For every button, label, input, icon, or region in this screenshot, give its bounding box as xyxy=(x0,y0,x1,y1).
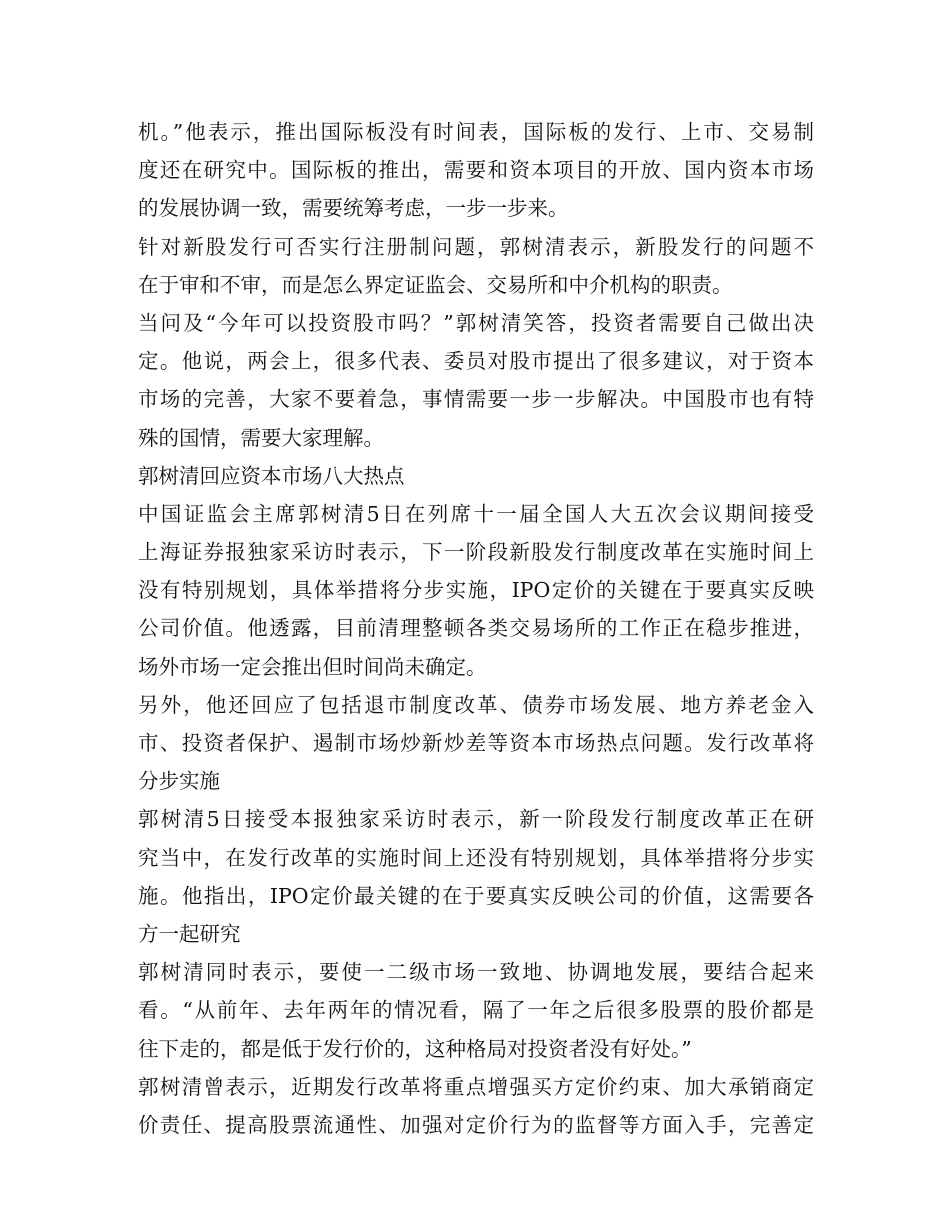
text-line: 价责任、提高股票流通性、加强对定价行为的监督等方面入手，完善定 xyxy=(138,1112,814,1137)
text-line: 度还在研究中。国际板的推出，需要和资本项目的开放、国内资本市场 xyxy=(138,158,814,183)
text-line: 施。他指出，IPO定价最关键的在于要真实反映公司的价值，这需要各 xyxy=(138,883,814,908)
text-line: 究当中，在发行改革的实施时间上还没有特别规划，具体举措将分步实 xyxy=(138,845,814,870)
text-line: 往下走的，都是低于发行价的，这种格局对投资者没有好处。” xyxy=(138,1036,692,1061)
text-line: 当问及“今年可以投资股市吗？”郭树清笑答，投资者需要自己做出决 xyxy=(138,310,814,335)
text-line: 公司价值。他透露，目前清理整顿各类交易场所的工作正在稳步推进， xyxy=(138,616,814,641)
text-line: 在于审和不审，而是怎么界定证监会、交易所和中介机构的职责。 xyxy=(138,272,733,297)
section-heading: 郭树清回应资本市场八大热点 xyxy=(138,463,405,488)
text-line: 看。“从前年、去年两年的情况看，隔了一年之后很多股票的股价都是 xyxy=(138,998,814,1023)
text-line: 场外市场一定会推出但时间尚未确定。 xyxy=(138,654,487,679)
text-line: 市场的完善，大家不要着急，事情需要一步一步解决。中国股市也有特 xyxy=(138,387,814,412)
text-line: 机。”他表示，推出国际板没有时间表，国际板的发行、上市、交易制 xyxy=(138,120,814,144)
text-line: 殊的国情，需要大家理解。 xyxy=(138,425,384,450)
text-line: 郭树清同时表示，要使一二级市场一致地、协调地发展，要结合起来 xyxy=(138,960,814,985)
text-line: 郭树清5日接受本报独家采访时表示，新一阶段发行制度改革正在研 xyxy=(138,807,814,832)
text-line: 上海证券报独家采访时表示，下一阶段新股发行制度改革在实施时间上 xyxy=(138,540,814,565)
text-line: 定。他说，两会上，很多代表、委员对股市提出了很多建议，对于资本 xyxy=(138,349,814,374)
text-line: 市、投资者保护、遏制市场炒新炒差等资本市场热点问题。发行改革将 xyxy=(138,731,814,755)
text-line: 方一起研究 xyxy=(138,921,241,946)
text-line: 的发展协调一致，需要统筹考虑，一步一步来。 xyxy=(138,196,569,221)
text-line: 郭树清曾表示，近期发行改革将重点增强买方定价约束、加大承销商定 xyxy=(138,1074,814,1099)
text-line: 针对新股发行可否实行注册制问题，郭树清表示，新股发行的问题不 xyxy=(138,234,814,259)
article-body xyxy=(138,113,814,1144)
text-line: 中国证监会主席郭树清5日在列席十一届全国人大五次会议期间接受 xyxy=(138,501,814,526)
text-line: 没有特别规划，具体举措将分步实施，IPO定价的关键在于要真实反映 xyxy=(138,578,814,603)
text-line: 分步实施 xyxy=(138,769,220,794)
text-line: 另外，他还回应了包括退市制度改革、债券市场发展、地方养老金入 xyxy=(138,692,814,717)
